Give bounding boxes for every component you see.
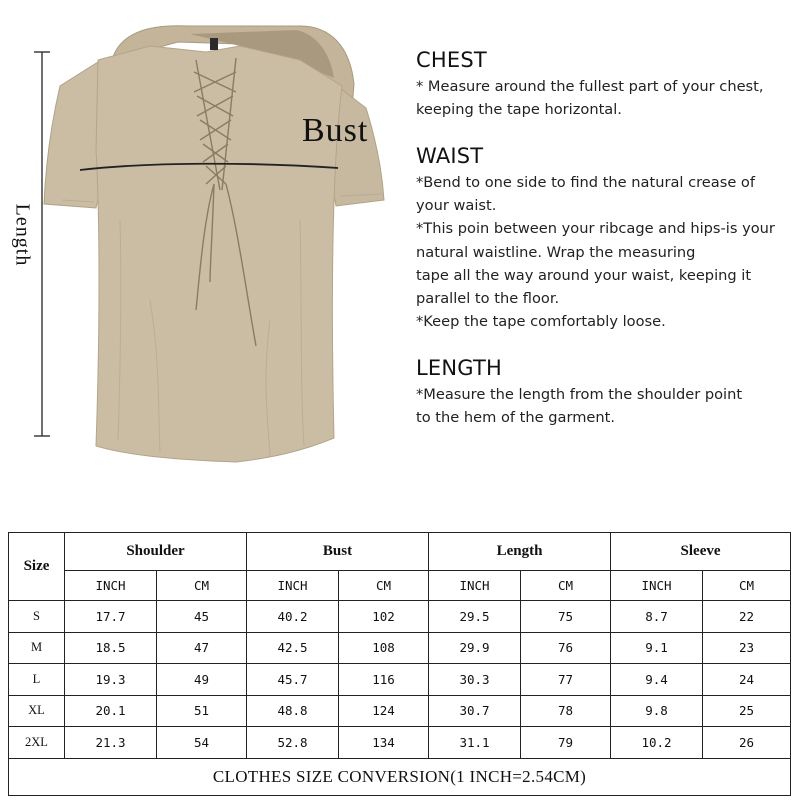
table-cell: 51 (157, 695, 247, 727)
table-cell: 45.7 (247, 664, 339, 696)
table-cell: 48.8 (247, 695, 339, 727)
table-cell: 20.1 (65, 695, 157, 727)
table-cell: 23 (703, 632, 791, 664)
bust-header: Bust (247, 533, 429, 571)
chest-section (416, 48, 796, 121)
table-cell: 9.1 (611, 632, 703, 664)
table-cell: 10.2 (611, 727, 703, 759)
size-conversion-caption: CLOTHES SIZE CONVERSION(1 INCH=2.54CM) (9, 758, 791, 795)
unit-inch: INCH (65, 571, 157, 601)
table-cell: 9.4 (611, 664, 703, 696)
hooded-shirt-illustration (0, 0, 400, 480)
table-cell: 22 (703, 601, 791, 633)
waist-title: WAIST (416, 144, 484, 168)
waist-instructions: *Bend to one side to find the natural crease of your waist. *This poin between your ribcage and hips-is your natural waistline. Wrap the measuring tape all the way around your waist, keeping it parallel to the floor. *Keep the tape comfortably loose. (416, 174, 775, 331)
table-row (9, 601, 791, 633)
unit-inch: INCH (611, 571, 703, 601)
bust-label: Bust (302, 112, 369, 149)
table-cell: 29.9 (429, 632, 521, 664)
length-title: LENGTH (416, 356, 503, 380)
length-instructions: *Measure the length from the shoulder point to the hem of the garment. (416, 386, 743, 427)
table-cell: 40.2 (247, 601, 339, 633)
table-cell: 26 (703, 727, 791, 759)
table-cell: 49 (157, 664, 247, 696)
table-cell: 24 (703, 664, 791, 696)
table-cell: 18.5 (65, 632, 157, 664)
table-row (9, 695, 791, 727)
length-section (416, 356, 796, 429)
waist-section (416, 144, 796, 333)
size-cell: L (9, 664, 65, 696)
size-header: Size (9, 533, 65, 601)
table-cell: 54 (157, 727, 247, 759)
unit-cm: CM (703, 571, 791, 601)
table-cell: 45 (157, 601, 247, 633)
unit-cm: CM (339, 571, 429, 601)
table-cell: 124 (339, 695, 429, 727)
table-cell: 78 (521, 695, 611, 727)
table-cell: 77 (521, 664, 611, 696)
sleeve-header: Sleeve (611, 533, 791, 571)
unit-cm: CM (521, 571, 611, 601)
table-cell: 17.7 (65, 601, 157, 633)
shoulder-header: Shoulder (65, 533, 247, 571)
table-cell: 75 (521, 601, 611, 633)
table-cell: 116 (339, 664, 429, 696)
unit-cm: CM (157, 571, 247, 601)
length-label: Length (11, 203, 34, 267)
table-cell: 29.5 (429, 601, 521, 633)
table-cell: 19.3 (65, 664, 157, 696)
size-cell: XL (9, 695, 65, 727)
size-cell: 2XL (9, 727, 65, 759)
table-cell: 9.8 (611, 695, 703, 727)
table-row (9, 664, 791, 696)
table-cell: 30.3 (429, 664, 521, 696)
chest-title: CHEST (416, 48, 487, 72)
chest-instructions: * Measure around the fullest part of your chest, keeping the tape horizontal. (416, 78, 764, 119)
table-cell: 42.5 (247, 632, 339, 664)
brand-tag (210, 38, 218, 50)
size-cell: S (9, 601, 65, 633)
table-cell: 30.7 (429, 695, 521, 727)
table-cell: 21.3 (65, 727, 157, 759)
table-cell: 52.8 (247, 727, 339, 759)
table-cell: 108 (339, 632, 429, 664)
size-chart-table (8, 532, 791, 796)
table-cell: 76 (521, 632, 611, 664)
unit-inch: INCH (429, 571, 521, 601)
table-row (9, 632, 791, 664)
table-cell: 31.1 (429, 727, 521, 759)
garment-figure (0, 0, 400, 480)
unit-inch: INCH (247, 571, 339, 601)
size-cell: M (9, 632, 65, 664)
length-header: Length (429, 533, 611, 571)
table-cell: 47 (157, 632, 247, 664)
table-cell: 102 (339, 601, 429, 633)
table-cell: 8.7 (611, 601, 703, 633)
table-cell: 134 (339, 727, 429, 759)
table-cell: 79 (521, 727, 611, 759)
table-cell: 25 (703, 695, 791, 727)
table-row (9, 727, 791, 759)
